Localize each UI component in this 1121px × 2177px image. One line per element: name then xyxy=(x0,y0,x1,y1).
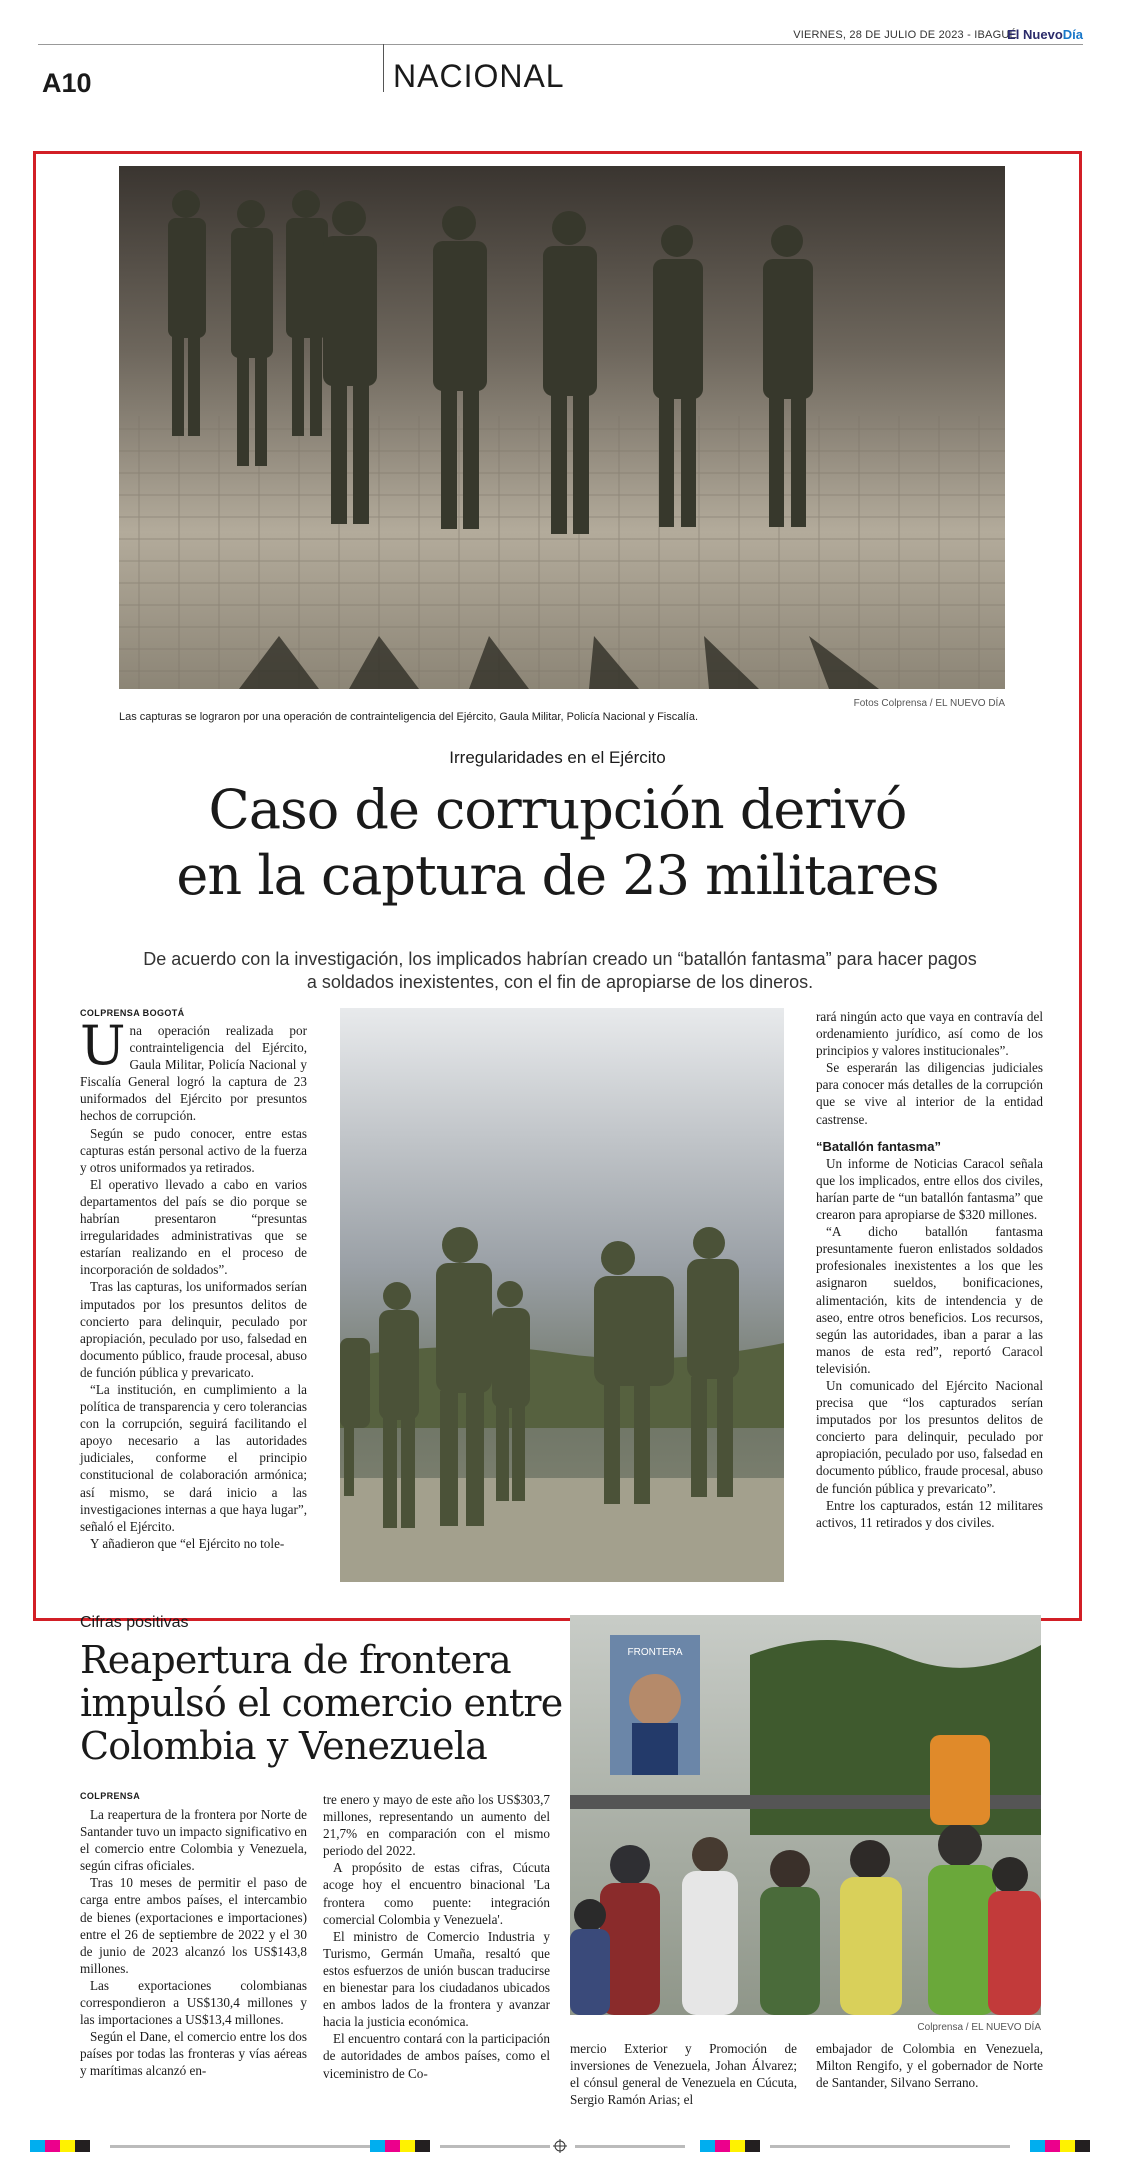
page-number: A10 xyxy=(42,68,92,98)
print-color-bar xyxy=(0,2136,1121,2156)
second-article-byline: COLPRENSA xyxy=(80,1791,141,1801)
section-name: NACIONAL xyxy=(393,58,565,94)
edition-date: VIERNES, 28 DE JULIO DE 2023 - IBAGUÉ xyxy=(793,29,1017,41)
header-divider xyxy=(383,44,384,92)
article-column-3: rará ningún acto que vaya en contravía del ordenamiento jurídico, así como de los principios y valores institucionales”. Se esperarán las diligencias judiciales para conocer más detalles de la corrupción que se vive al interior de la entidad castrense. “Batallón fantasma” Un informe de Noticias Caracol señala que los implicados, entre ellos dos civiles, harían parte de “un batallón fantasma” que crearon para apropiarse de $320 millones. “A dicho batallón fantasma presuntamente fueron enlistados soldados profesionales inexistentes a los que les asignaron sueldos, bonificaciones, alimentación, kits de intendencia y de aseo, entre otros beneficios. Los recursos, según las autoridades, iban a parar a las manos de esta red”, reportó Caracol televisión. Un comunicado del Ejército Nacional precisa que “los capturados serían imputados por los presuntos delitos de concierto para delinquir, peculado por apropiación, peculado por uso, falsedad en documento público, fraude procesal, abuso de función pública y prevaricato”. Entre los capturados, están 12 militares activos, 11 retirados y dos civiles. xyxy=(816,1009,1043,1530)
second-article-headline: Reapertura de frontera impulsó el comercio entre Colombia y Venezuela xyxy=(80,1638,563,1768)
registration-mark-icon xyxy=(553,2139,567,2153)
article-deck: De acuerdo con la investigación, los implicados habrían creado un “batallón fantasma” para hacer pagos a soldados inexistentes, con el fin de apropiarse de los dineros. xyxy=(143,949,977,992)
border-crowd-photo xyxy=(570,1615,1041,2015)
article-byline: COLPRENSA BOGOTÁ xyxy=(80,1008,185,1018)
photo-caption: Las capturas se lograron por una operación de contrainteligencia del Ejército, Gaula Militar, Policía Nacional y Fiscalía. xyxy=(119,711,699,723)
article-kicker: Irregularidades en el Ejército xyxy=(449,748,666,767)
newspaper-logo: El NuevoDía xyxy=(1007,27,1083,42)
banner-text: FRONTERA xyxy=(627,1647,683,1658)
second-article-column-4: embajador de Colombia en Venezuela, Milton Rengifo, y el gobernador de Norte de Santander, Silvano Serrano. xyxy=(816,2041,1043,2091)
second-article-column-1: La reapertura de la frontera por Norte de Santander tuvo un impacto significativo en el comercio entre Colombia y Venezuela, según cifras oficiales. Tras 10 meses de permitir el paso de carga entre ambos países, el intercambio de bienes (exportaciones e importaciones) entre el 26 de septiembre de 2022 y el 30 de junio de 2023 alcanzó los US$143,8 millones. Las exportaciones colombianas correspondieron a US$130,4 millones y las importaciones a US$13,4 millones. Según el Dane, el comercio entre los dos países por todas las fronteras y vías aéreas y marítimas alcanzó en- xyxy=(80,1807,307,2079)
photo-credit: Fotos Colprensa / EL NUEVO DÍA xyxy=(853,698,1005,709)
header-rule xyxy=(38,44,1083,45)
article-subhead: “Batallón fantasma” xyxy=(816,1138,941,1154)
article-column-1: Una operación realizada por contrainteligencia del Ejército, Gaula Militar, Policía Nacional y Fiscalía General logró la captura de 23 uniformados del Ejército por presuntos hechos de corrupción. Según se pudo conocer, entre estas capturas están personal activo de la fuerza y otros uniformados ya retirados. El operativo llevado a cabo en varios departamentos del país se dio porque se habrían presentaron “presuntas irregularidades administrativas que se estarían realizando en el proceso de incorporación de soldados”. Tras las capturas, los uniformados serían imputados por los presuntos delitos de concierto para delinquir, peculado por apropiación, peculado por uso, falsedad en documento público, fraude procesal, abuso de función pública y prevaricato. “La institución, en cumplimiento a la política de transparencia y cero tolerancias con la corrupción, seguirá facilitando el apoyo necesario a las autoridades judiciales, conforme el principio constitucional de colaboración armónica; así mismo, se dará inicio a las investigaciones internas a que haya lugar”, señaló el Ejército. Y añadieron que “el Ejército no tole- xyxy=(80,1014,307,1551)
second-article-column-2: tre enero y mayo de este año los US$303,7 millones, representando un aumento del 21,7% en comparación con el mismo periodo del 2022. A propósito de estas cifras, Cúcuta acoge hoy el encuentro binacional 'La frontera como puente: integración comercial Colombia y Venezuela'. El ministro de Comercio Industria y Turismo, Germán Umaña, resaltó que estos esfuerzos de unión buscan traducirse en bienestar para los ciudadanos ubicados en ambos lados de la frontera y avanzar hacia la justicia económica. El encuentro contará con la participación de autoridades de ambos países, como el viceministro de Co- xyxy=(323,1792,550,2081)
soldiers-field-photo xyxy=(340,1008,784,1582)
drop-cap: U xyxy=(80,1014,126,1077)
second-article-column-3: mercio Exterior y Promoción de inversiones de Venezuela, Johan Álvarez; el cónsul general de Venezuela en Cúcuta, Sergio Ramón Arias; el xyxy=(570,2041,797,2108)
soldiers-lineup-photo xyxy=(119,166,1005,689)
second-photo-credit: Colprensa / EL NUEVO DÍA xyxy=(917,2022,1041,2033)
article-headline: Caso de corrupción derivó en la captura de 23 militares xyxy=(176,778,939,907)
second-article-kicker: Cifras positivas xyxy=(80,1614,189,1631)
